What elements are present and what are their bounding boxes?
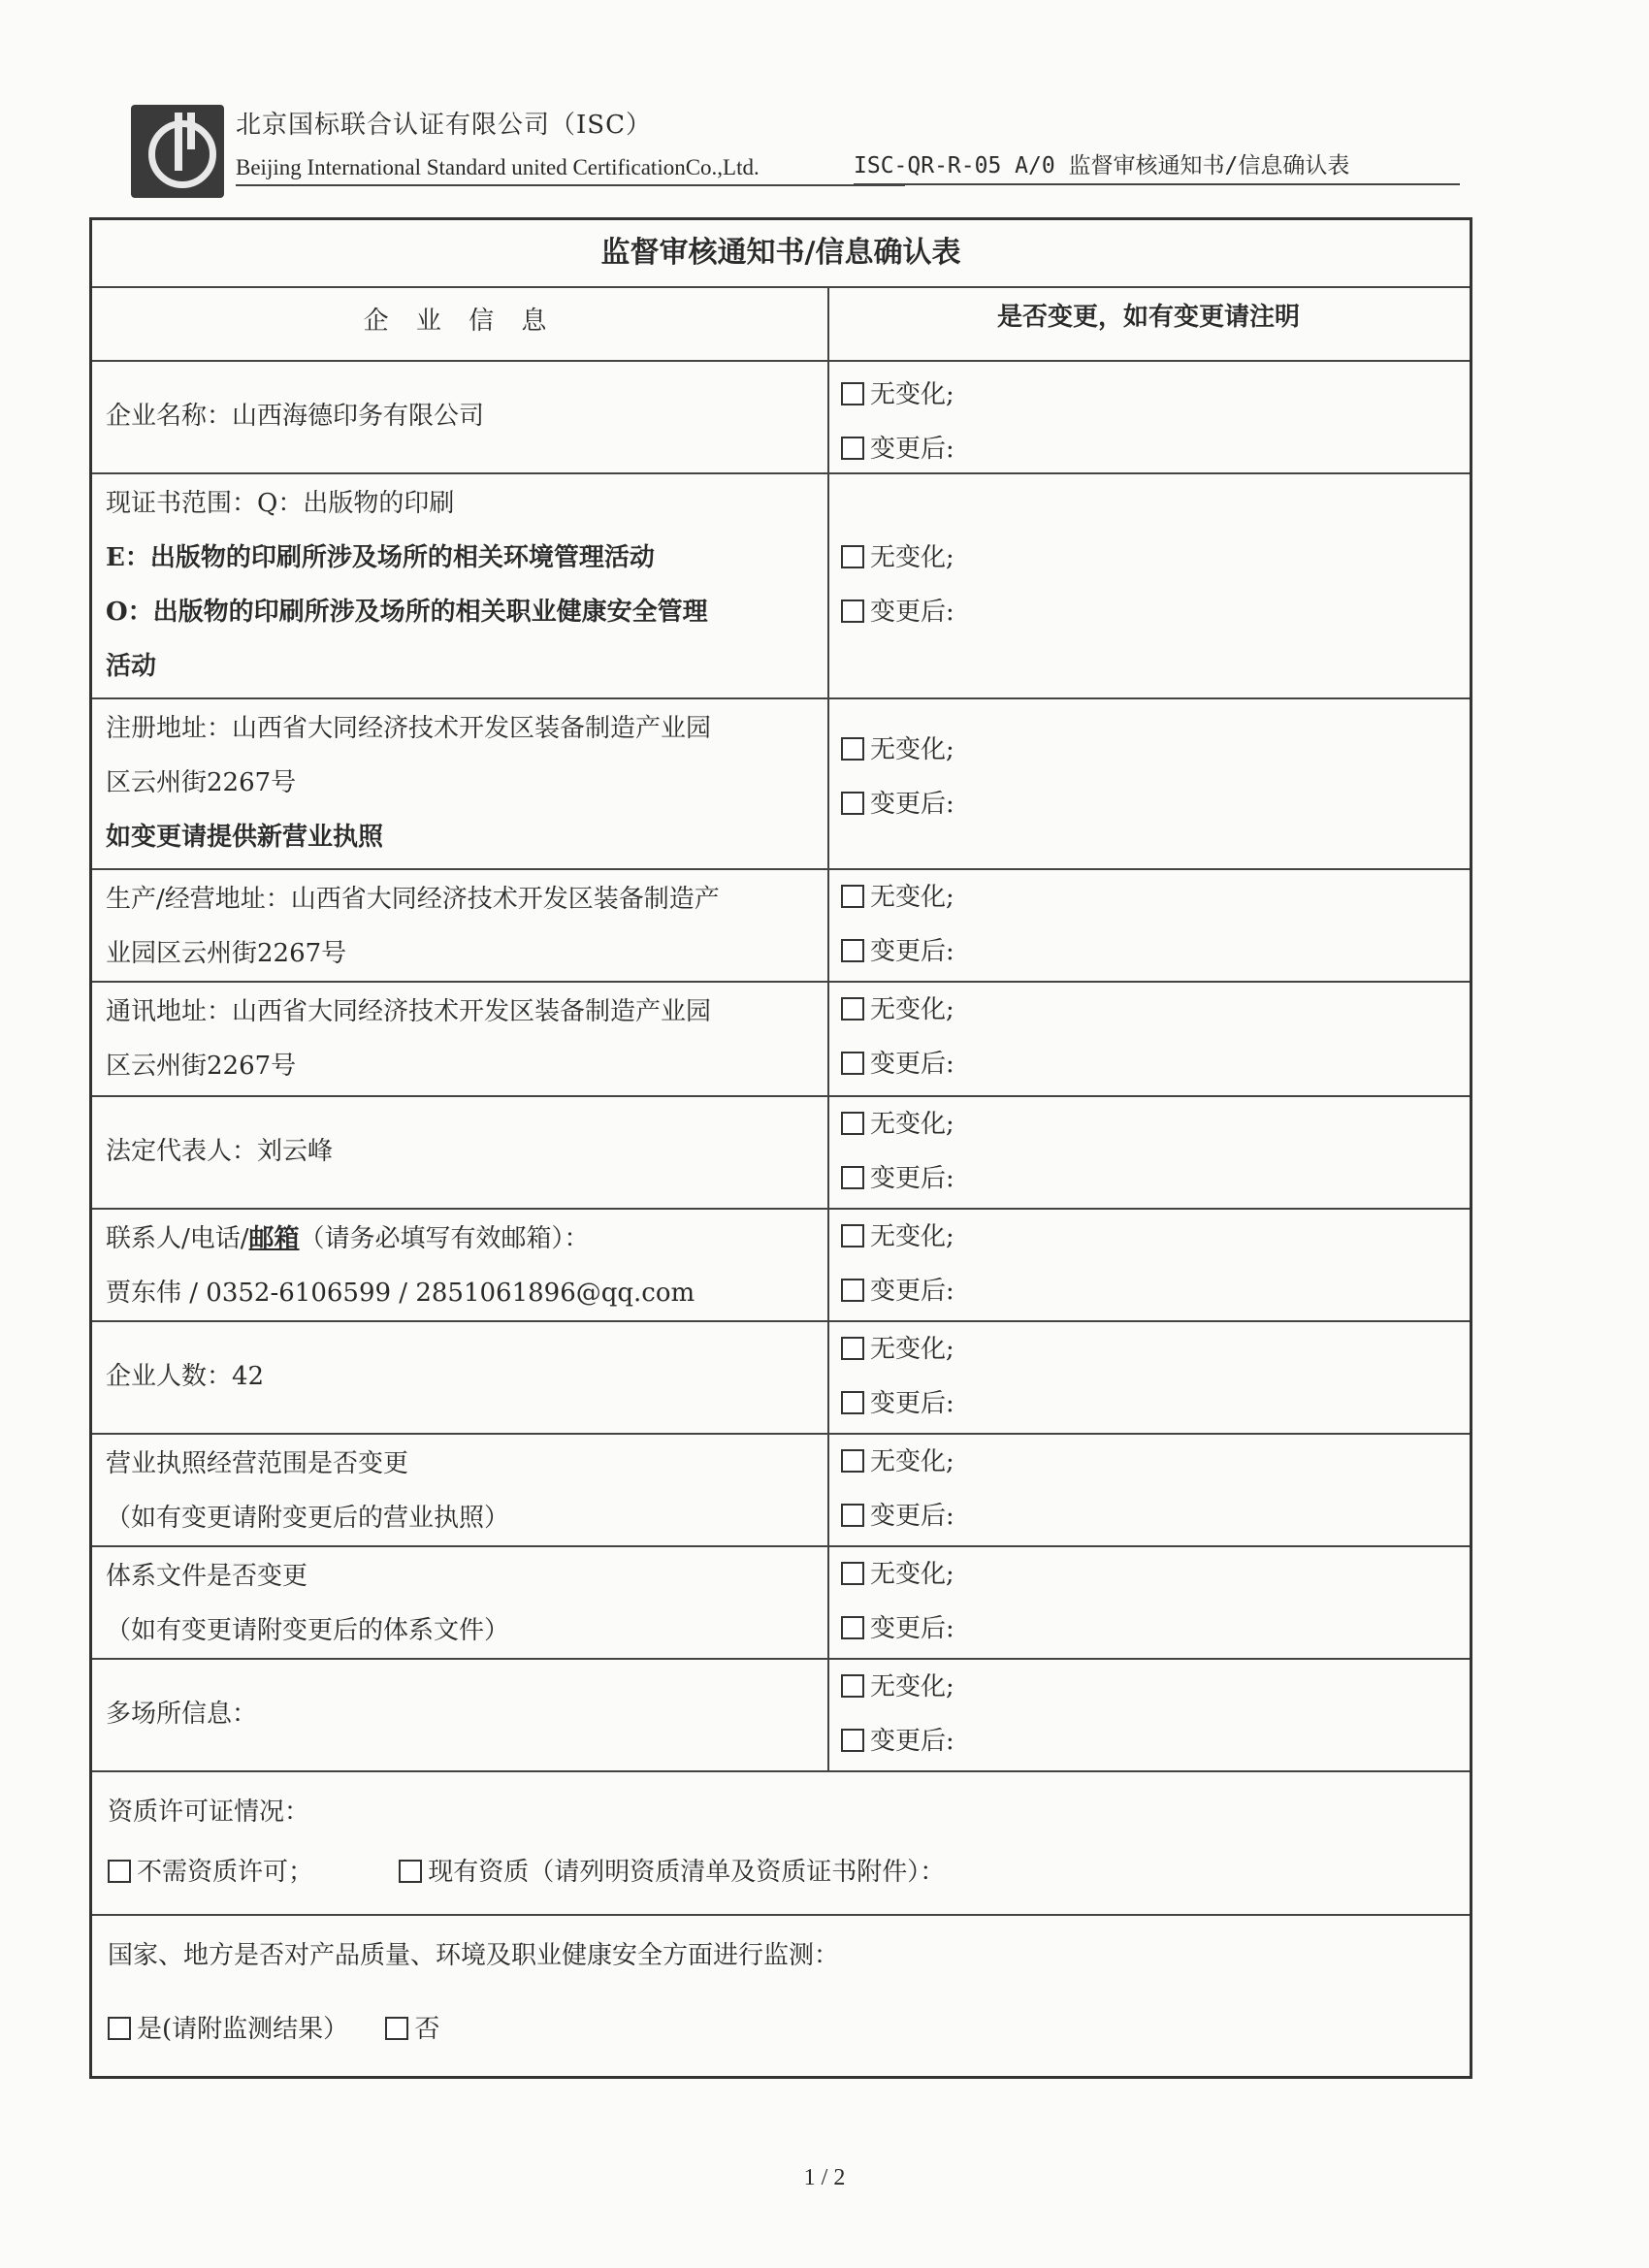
- checkbox-icon[interactable]: [841, 1224, 864, 1247]
- isc-logo-icon: [131, 105, 224, 198]
- checkbox-icon[interactable]: [385, 2017, 408, 2040]
- option-no-change[interactable]: 无变化;: [841, 870, 1456, 924]
- checkbox-icon[interactable]: [841, 885, 864, 908]
- option-monitoring-yes[interactable]: 是(请附监测结果）: [108, 2015, 348, 2044]
- option-monitoring-no[interactable]: 否: [385, 2015, 439, 2044]
- option-changed[interactable]: 变更后:: [841, 924, 1456, 979]
- registered-address-line2: 区云州街2267号: [106, 768, 297, 797]
- row-registered-address: [92, 697, 1470, 868]
- registered-address-note: 如变更请提供新营业执照: [106, 823, 384, 852]
- scope-line-o-cont: 活动: [106, 652, 157, 681]
- mailing-address-line2: 区云州街2267号: [106, 1052, 297, 1081]
- option-changed[interactable]: 变更后:: [841, 777, 1456, 831]
- page-number: 1 / 2: [803, 2165, 846, 2190]
- row-mailing-address: [92, 981, 1470, 1095]
- checkbox-icon[interactable]: [841, 1337, 864, 1360]
- legal-representative-text: 法定代表人：刘云峰: [106, 1137, 334, 1166]
- row-qualification: [92, 1770, 1470, 1914]
- row-multi-site: [92, 1658, 1470, 1770]
- option-existing-qualification[interactable]: 现有资质（请列明资质清单及资质证书附件）：: [399, 1858, 945, 1887]
- checkbox-icon[interactable]: [841, 382, 864, 405]
- checkbox-icon[interactable]: [841, 1166, 864, 1189]
- multi-site-text: 多场所信息：: [106, 1700, 258, 1729]
- checkbox-icon[interactable]: [841, 437, 864, 460]
- registered-address-line1: 注册地址：山西省大同经济技术开发区装备制造产业园: [106, 714, 712, 743]
- option-changed[interactable]: 变更后:: [841, 1037, 1456, 1091]
- company-name-cn: 北京国标联合认证有限公司（ISC）: [236, 111, 652, 140]
- option-no-change[interactable]: 无变化;: [841, 1097, 1456, 1151]
- row-legal-representative: [92, 1095, 1470, 1208]
- production-address-line1: 生产/经营地址：山西省大同经济技术开发区装备制造产: [106, 885, 720, 914]
- business-scope-line2: （如有变更请附变更后的营业执照）: [106, 1504, 510, 1533]
- contact-label: 联系人/电话/邮箱（请务必填写有效邮箱）：: [106, 1224, 590, 1253]
- checkbox-icon[interactable]: [841, 1504, 864, 1527]
- option-no-change[interactable]: 无变化;: [841, 983, 1456, 1037]
- option-no-change[interactable]: 无变化;: [841, 1322, 1456, 1377]
- checkbox-icon[interactable]: [399, 1860, 422, 1883]
- option-no-change[interactable]: 无变化;: [841, 1210, 1456, 1264]
- option-changed[interactable]: 变更后:: [841, 422, 1456, 476]
- option-no-change[interactable]: 无变化;: [841, 1547, 1456, 1602]
- checkbox-icon[interactable]: [841, 1729, 864, 1752]
- column-header-row: [92, 286, 1470, 360]
- option-no-change[interactable]: 无变化;: [841, 723, 1456, 777]
- option-changed[interactable]: 变更后:: [841, 1489, 1456, 1543]
- option-changed[interactable]: 变更后:: [841, 1377, 1456, 1431]
- checkbox-icon[interactable]: [841, 1616, 864, 1639]
- checkbox-icon[interactable]: [108, 1860, 131, 1883]
- option-changed[interactable]: 变更后:: [841, 1151, 1456, 1206]
- row-monitoring: [92, 1914, 1470, 2079]
- row-company-name: [92, 360, 1470, 472]
- confirmation-form: [89, 217, 1472, 2079]
- row-certificate-scope: [92, 472, 1470, 697]
- mailing-address-line1: 通讯地址：山西省大同经济技术开发区装备制造产业园: [106, 997, 712, 1026]
- option-changed[interactable]: 变更后:: [841, 1602, 1456, 1656]
- scope-line-e: E：出版物的印刷所涉及场所的相关环境管理活动: [106, 543, 655, 572]
- checkbox-icon[interactable]: [841, 737, 864, 761]
- checkbox-icon[interactable]: [841, 1674, 864, 1698]
- headcount-text: 企业人数：42: [106, 1362, 265, 1391]
- option-no-change[interactable]: 无变化;: [841, 1435, 1456, 1489]
- company-name-text: 企业名称：山西海德印务有限公司: [106, 402, 485, 431]
- document-reference: ISC-QR-R-05 A/0 监督审核通知书/信息确认表: [854, 147, 1460, 185]
- monitoring-label: 国家、地方是否对产品质量、环境及职业健康安全方面进行监测：: [108, 1941, 840, 1970]
- option-no-qualification[interactable]: 不需资质许可；: [108, 1858, 313, 1887]
- form-title: 监督审核通知书/信息确认表: [600, 236, 961, 270]
- checkbox-icon[interactable]: [841, 1112, 864, 1135]
- checkbox-icon[interactable]: [841, 545, 864, 568]
- row-contact: [92, 1208, 1470, 1320]
- checkbox-icon[interactable]: [841, 1391, 864, 1414]
- row-production-address: [92, 868, 1470, 981]
- scope-line-o: O：出版物的印刷所涉及场所的相关职业健康安全管理: [106, 598, 708, 627]
- option-no-change[interactable]: 无变化;: [841, 1660, 1456, 1714]
- system-documents-line2: （如有变更请附变更后的体系文件）: [106, 1616, 510, 1645]
- checkbox-icon[interactable]: [841, 1562, 864, 1585]
- contact-value: 贾东伟 / 0352-6106599 / 2851061896@qq.com: [106, 1279, 695, 1308]
- row-business-scope: [92, 1433, 1470, 1545]
- system-documents-line1: 体系文件是否变更: [106, 1562, 308, 1591]
- checkbox-icon[interactable]: [841, 1279, 864, 1302]
- checkbox-icon[interactable]: [841, 599, 864, 623]
- row-system-documents: [92, 1545, 1470, 1658]
- business-scope-line1: 营业执照经营范围是否变更: [106, 1449, 409, 1478]
- option-no-change[interactable]: 无变化;: [841, 368, 1456, 422]
- company-name-en: Beijing International Standard united CertificationCo.,Ltd.: [236, 155, 905, 186]
- option-changed[interactable]: 变更后:: [841, 585, 1456, 639]
- checkbox-icon[interactable]: [841, 1449, 864, 1473]
- letterhead: [131, 105, 1470, 202]
- production-address-line2: 业园区云州街2267号: [106, 939, 347, 968]
- row-headcount: [92, 1320, 1470, 1433]
- option-changed[interactable]: 变更后:: [841, 1264, 1456, 1318]
- option-no-change[interactable]: 无变化;: [841, 531, 1456, 585]
- checkbox-icon[interactable]: [841, 792, 864, 815]
- col-header-change: 是否变更，如有变更请注明: [996, 303, 1300, 332]
- scope-line-q: 现证书范围：Q：出版物的印刷: [106, 489, 455, 518]
- option-changed[interactable]: 变更后:: [841, 1714, 1456, 1768]
- checkbox-icon[interactable]: [841, 997, 864, 1021]
- qualification-label: 资质许可证情况：: [108, 1798, 310, 1827]
- checkbox-icon[interactable]: [108, 2017, 131, 2040]
- checkbox-icon[interactable]: [841, 939, 864, 962]
- checkbox-icon[interactable]: [841, 1052, 864, 1075]
- col-header-company-info: 企 业 信 息: [92, 288, 829, 360]
